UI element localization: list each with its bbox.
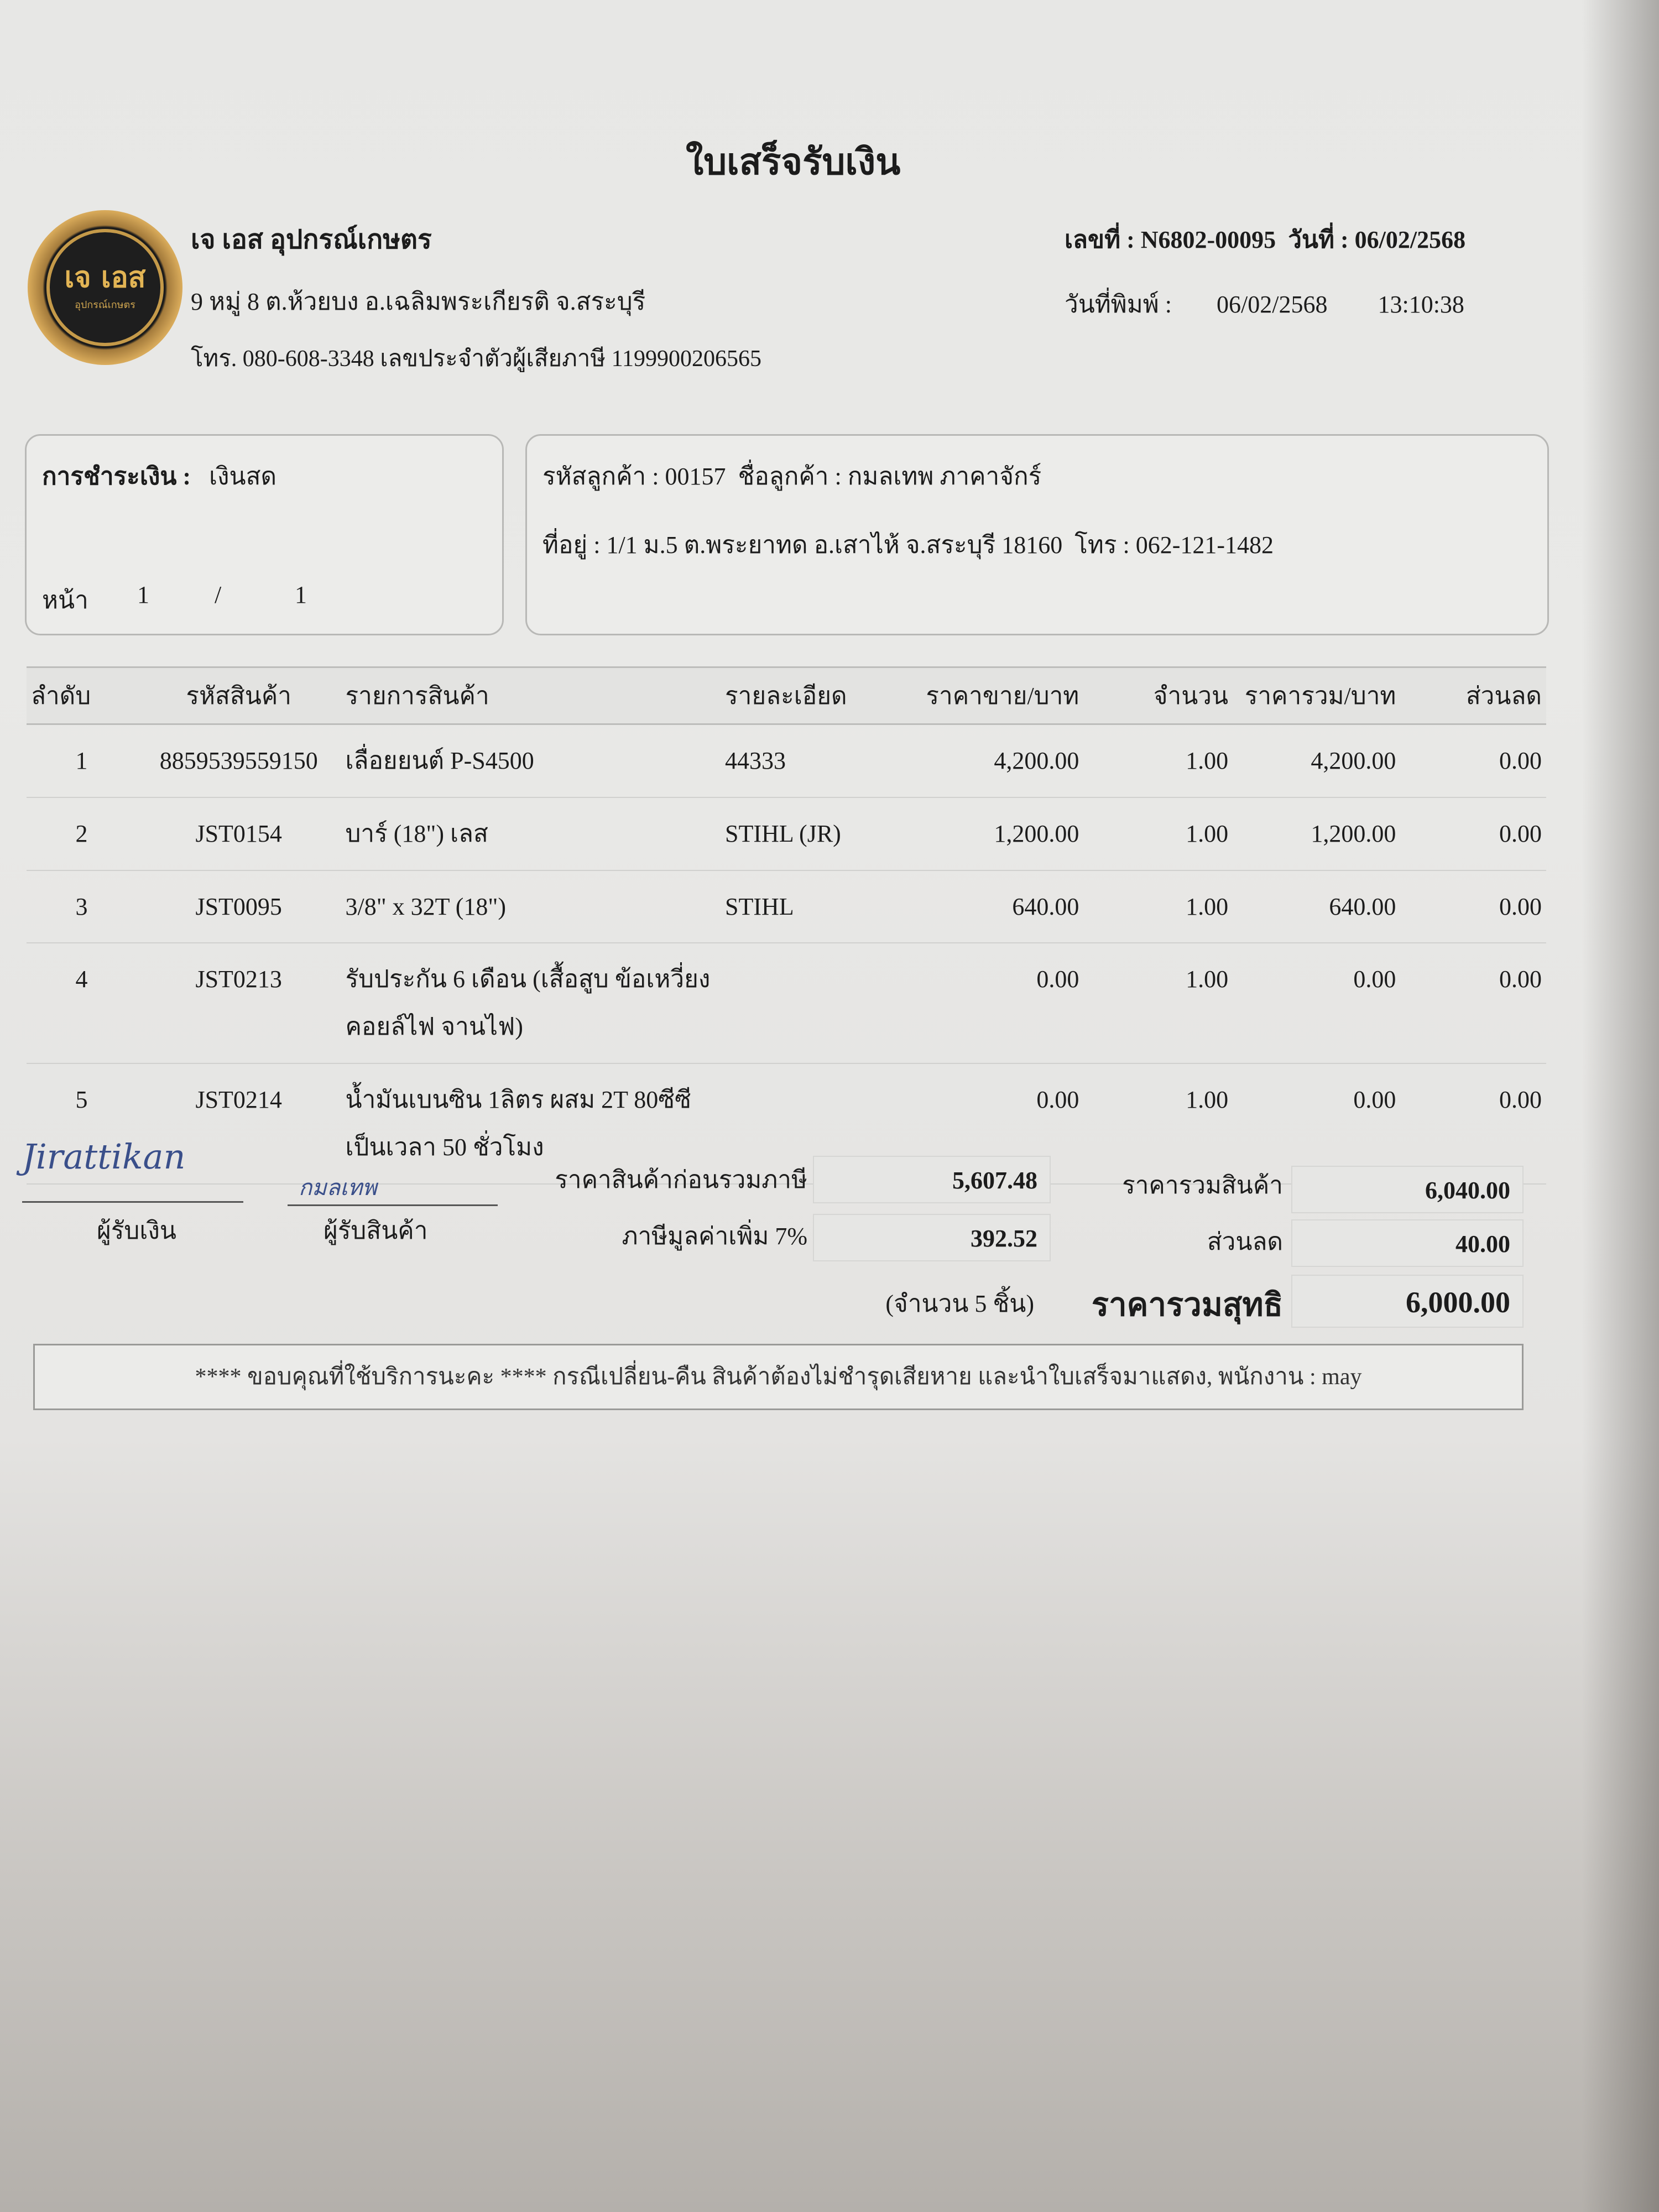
payment-box xyxy=(25,434,504,635)
shop-logo xyxy=(28,210,182,365)
header-code: รหัสสินค้า xyxy=(137,667,341,724)
vat-label: ภาษีมูลค่าเพิ่ม 7% xyxy=(622,1223,807,1250)
row-no: 1 xyxy=(27,724,137,797)
row-price: 1,200.00 xyxy=(893,797,1083,870)
header-qty: จำนวน xyxy=(1083,667,1233,724)
print-date: 06/02/2568 xyxy=(1217,291,1328,318)
row-name: เลื่อยยนต์ P-S4500 xyxy=(341,724,721,797)
payment-method: เงินสด xyxy=(209,463,277,490)
goods-receiver-line xyxy=(288,1204,498,1206)
footer-note: **** ขอบคุณที่ใช้บริการนะคะ **** กรณีเปลี่ยน-คืน สินค้าต้องไม่ชำรุดเสียหาย และนำใบเสร็จมาแสดง, พนักงาน : may xyxy=(33,1344,1524,1410)
logo-main-text: เจ เอส xyxy=(64,260,146,294)
row-qty: 1.00 xyxy=(1083,797,1233,870)
row-price: 4,200.00 xyxy=(893,724,1083,797)
row-no: 3 xyxy=(27,870,137,943)
row-code: 8859539559150 xyxy=(137,724,341,797)
shop-tel-tax: โทร. 080-608-3348 เลขประจำตัวผู้เสียภาษี 1199900206565 xyxy=(191,346,762,372)
row-detail: STIHL xyxy=(721,870,893,943)
row-discount: 0.00 xyxy=(1400,943,1546,1063)
row-price: 0.00 xyxy=(893,943,1083,1063)
customer-tel-label: โทร : xyxy=(1074,531,1130,559)
row-code: JST0214 xyxy=(137,1063,341,1184)
row-detail xyxy=(721,943,893,1063)
customer-address-label: ที่อยู่ : xyxy=(542,531,601,559)
print-date-label: วันที่พิมพ์ : xyxy=(1065,291,1172,318)
document-title: ใบเสร็จรับเงิน xyxy=(686,142,901,182)
row-discount: 0.00 xyxy=(1400,797,1546,870)
goods-receiver-label: ผู้รับสินค้า xyxy=(324,1217,428,1244)
row-code: JST0154 xyxy=(137,797,341,870)
header-name: รายการสินค้า xyxy=(341,667,721,724)
row-total: 1,200.00 xyxy=(1233,797,1400,870)
customer-tel: 062-121-1482 xyxy=(1135,531,1274,559)
photo-edge-shadow xyxy=(1582,0,1659,2212)
row-name: รับประกัน 6 เดือน (เสื้อสูบ ข้อเหวี่ยง คอยล์ไฟ จานไฟ) xyxy=(341,943,721,1063)
header-detail: รายละเอียด xyxy=(721,667,893,724)
before-vat-value: 5,607.48 xyxy=(813,1156,1051,1203)
customer-address: 1/1 ม.5 ต.พระยาทด อ.เสาไห้ จ.สระบุรี 18160 xyxy=(606,531,1063,559)
page-current: 1 xyxy=(137,581,149,608)
row-no: 4 xyxy=(27,943,137,1063)
money-receiver-signature: Jirattikan xyxy=(22,1136,186,1177)
row-price: 0.00 xyxy=(893,1063,1083,1184)
item-count: (จำนวน 5 ชิ้น) xyxy=(885,1290,1034,1317)
doc-date: 06/02/2568 xyxy=(1354,226,1466,253)
header-price: ราคาขาย/บาท xyxy=(893,667,1083,724)
customer-address-line xyxy=(542,525,1274,564)
row-total: 0.00 xyxy=(1233,943,1400,1063)
row-qty: 1.00 xyxy=(1083,724,1233,797)
row-qty: 1.00 xyxy=(1083,870,1233,943)
vat-value: 392.52 xyxy=(813,1214,1051,1261)
customer-code: 00157 xyxy=(665,463,726,490)
payment-label: การชำระเงิน : xyxy=(42,463,191,490)
subtotal-label: ราคารวมสินค้า xyxy=(1122,1172,1283,1199)
row-detail: 44333 xyxy=(721,724,893,797)
row-name: บาร์ (18") เลส xyxy=(341,797,721,870)
doc-number-line xyxy=(1065,220,1465,259)
logo-badge xyxy=(46,229,164,346)
row-total: 0.00 xyxy=(1233,1063,1400,1184)
customer-box xyxy=(525,434,1549,635)
header-no: ลำดับ xyxy=(27,667,137,724)
table-row xyxy=(27,797,1546,870)
row-qty: 1.00 xyxy=(1083,943,1233,1063)
print-date-line xyxy=(1065,285,1464,324)
money-receiver-line xyxy=(22,1201,243,1203)
discount-label: ส่วนลด xyxy=(1207,1228,1283,1255)
table-row xyxy=(27,724,1546,797)
row-detail: STIHL (JR) xyxy=(721,797,893,870)
logo-sub-text: อุปกรณ์เกษตร xyxy=(75,299,135,311)
doc-number: N6802-00095 xyxy=(1140,226,1276,253)
items-table xyxy=(27,666,1546,1185)
customer-name-label: ชื่อลูกค้า : xyxy=(738,463,842,490)
shop-name: เจ เอส อุปกรณ์เกษตร xyxy=(191,225,432,254)
header-discount: ส่วนลด xyxy=(1400,667,1546,724)
row-discount: 0.00 xyxy=(1400,1063,1546,1184)
row-total: 640.00 xyxy=(1233,870,1400,943)
row-code: JST0095 xyxy=(137,870,341,943)
row-name: น้ำมันเบนซิน 1ลิตร ผสม 2T 80ซีซี เป็นเวลา 50 ชั่วโมง xyxy=(341,1063,721,1184)
row-total: 4,200.00 xyxy=(1233,724,1400,797)
page-total: 1 xyxy=(295,581,307,608)
row-name: 3/8" x 32T (18") xyxy=(341,870,721,943)
before-vat-label: ราคาสินค้าก่อนรวมภาษี xyxy=(555,1166,807,1193)
customer-code-label: รหัสลูกค้า : xyxy=(542,463,659,490)
row-discount: 0.00 xyxy=(1400,724,1546,797)
page-label: หน้า xyxy=(42,587,88,614)
shop-address: 9 หมู่ 8 ต.ห้วยบง อ.เฉลิมพระเกียรติ จ.สระบุรี xyxy=(191,288,646,315)
discount-value: 40.00 xyxy=(1291,1219,1524,1267)
table-row xyxy=(27,943,1546,1063)
row-no: 5 xyxy=(27,1063,137,1184)
row-no: 2 xyxy=(27,797,137,870)
table-header-row xyxy=(27,667,1546,724)
customer-code-line xyxy=(542,457,1041,495)
page-separator: / xyxy=(215,581,222,608)
goods-receiver-signature: กมลเทพ xyxy=(299,1175,377,1201)
print-time: 13:10:38 xyxy=(1378,291,1464,318)
row-code: JST0213 xyxy=(137,943,341,1063)
table-row xyxy=(27,870,1546,943)
row-discount: 0.00 xyxy=(1400,870,1546,943)
doc-number-label: เลขที่ : xyxy=(1065,226,1135,253)
net-total-value: 6,000.00 xyxy=(1291,1275,1524,1328)
customer-name: กมลเทพ ภาคาจักร์ xyxy=(847,463,1042,490)
row-price: 640.00 xyxy=(893,870,1083,943)
doc-date-label: วันที่ : xyxy=(1288,226,1349,253)
money-receiver-label: ผู้รับเงิน xyxy=(97,1217,176,1244)
row-qty: 1.00 xyxy=(1083,1063,1233,1184)
header-total: ราคารวม/บาท xyxy=(1233,667,1400,724)
net-total-label: ราคารวมสุทธิ xyxy=(1091,1287,1283,1323)
subtotal-value: 6,040.00 xyxy=(1291,1166,1524,1213)
